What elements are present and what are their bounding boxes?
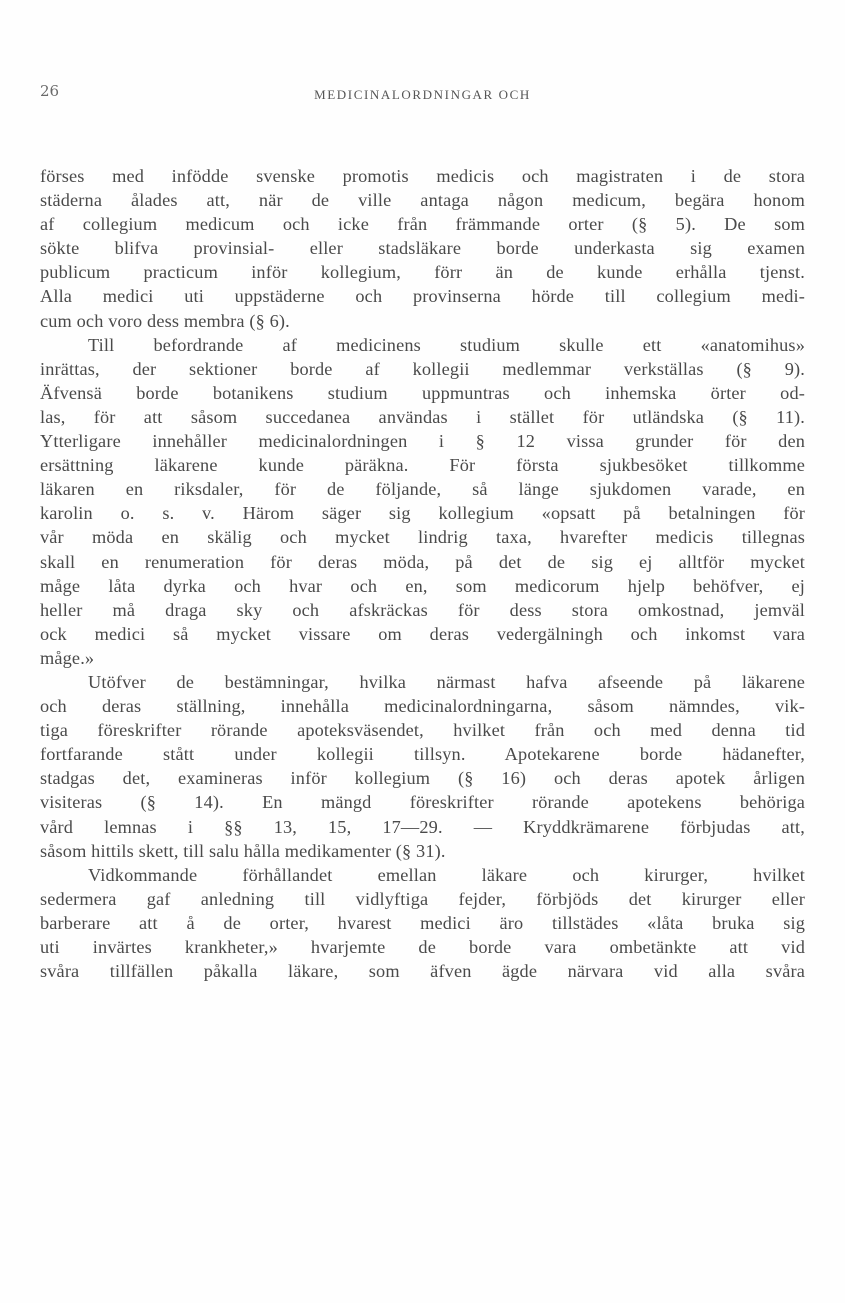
text-line: sedermera gaf anledning till vidlyftiga fejder, förbjöds det kirurger eller [40, 888, 805, 909]
text-line: visiteras (§ 14). En mängd föreskrifter rörande apotekens behöriga [40, 792, 805, 813]
text-line: och deras ställning, innehålla medicinalordningarna, såsom nämndes, vik- [40, 696, 805, 717]
text-line: af collegium medicum och icke från främmande orter (§ 5). De som [40, 214, 805, 235]
text-line: fortfarande stått under kollegii tillsyn. Apotekarene borde hädanefter, [40, 744, 805, 765]
text-line: läkaren en riksdaler, för de följande, så länge sjukdomen varade, en [40, 479, 805, 500]
text-line: Ytterligare innehåller medicinalordningen i § 12 vissa grunder för den [40, 431, 805, 452]
text-line: cum och voro dess membra (§ 6). [40, 310, 290, 331]
text-line: vård lemnas i §§ 13, 15, 17—29. — Kryddkrämarene förbjudas att, [40, 816, 805, 837]
text-line: Äfvensä borde botanikens studium uppmuntras och inhemska örter od- [40, 382, 805, 403]
text-line: las, för att såsom succedanea användas i stället för utländska (§ 11). [40, 406, 805, 427]
running-head: MEDICINALORDNINGAR OCH [314, 87, 531, 102]
text-line: uti invärtes krankheter,» hvarjemte de borde vara ombetänkte att vid [40, 937, 805, 957]
text-line: Utöfver de bestämningar, hvilka närmast hafva afseende på läkarene [88, 671, 805, 692]
text-line: måge.» [40, 647, 95, 668]
text-line: ersättning läkarene kunde päräkna. För första sjukbesöket tillkomme [40, 455, 805, 476]
text-line: Vidkommande förhållandet emellan läkare och kirurger, hvilket [88, 864, 805, 885]
text-line: förses med infödde svenske promotis medicis och magistraten i de stora [40, 166, 805, 186]
text-line: publicum practicum inför kollegium, förr än de kunde erhålla tjenst. [40, 262, 805, 283]
text-line: städerna ålades att, när de ville antaga någon medicum, begära honom [40, 190, 805, 211]
text-line: stadgas det, examineras inför kollegium (§ 16) och deras apotek årligen [40, 768, 805, 789]
body-text [40, 164, 805, 983]
text-line: barberare att å de orter, hvarest medici äro tillstädes «låta bruka sig [40, 912, 805, 933]
text-line: svåra tillfällen påkalla läkare, som äfven ägde närvara vid alla svåra [40, 961, 805, 982]
text-line: måge låta dyrka och hvar och en, som medicorum hjelp behöfver, ej [40, 575, 805, 596]
text-line: karolin o. s. v. Härom säger sig kollegium «opsatt på betalningen för [40, 503, 805, 524]
text-line: ock medici så mycket vissare om deras vedergälningh och inkomst vara [40, 623, 805, 644]
text-line: skall en renumeration för deras möda, på det de sig ej alltför mycket [40, 551, 805, 572]
text-line: inrättas, der sektioner borde af kollegii medlemmar verkställas (§ 9). [40, 358, 805, 379]
text-line: Alla medici uti uppstäderne och provinserna hörde till collegium medi- [40, 286, 805, 307]
text-line: Till befordrande af medicinens studium skulle ett «anatomihus» [88, 334, 805, 355]
text-line: heller må draga sky och afskräckas för dess stora omkostnad, jemväl [40, 599, 805, 620]
text-line: tiga föreskrifter rörande apoteksväsendet, hvilket från och med denna tid [40, 720, 805, 741]
page-number: 26 [40, 82, 60, 100]
text-line: såsom hittils skett, till salu hålla medikamenter (§ 31). [40, 840, 446, 861]
text-line: sökte blifva provinsial- eller stadsläkare borde underkasta sig examen [40, 238, 805, 259]
text-line: vår möda en skälig och mycket lindrig taxa, hvarefter medicis tillegnas [40, 527, 805, 548]
